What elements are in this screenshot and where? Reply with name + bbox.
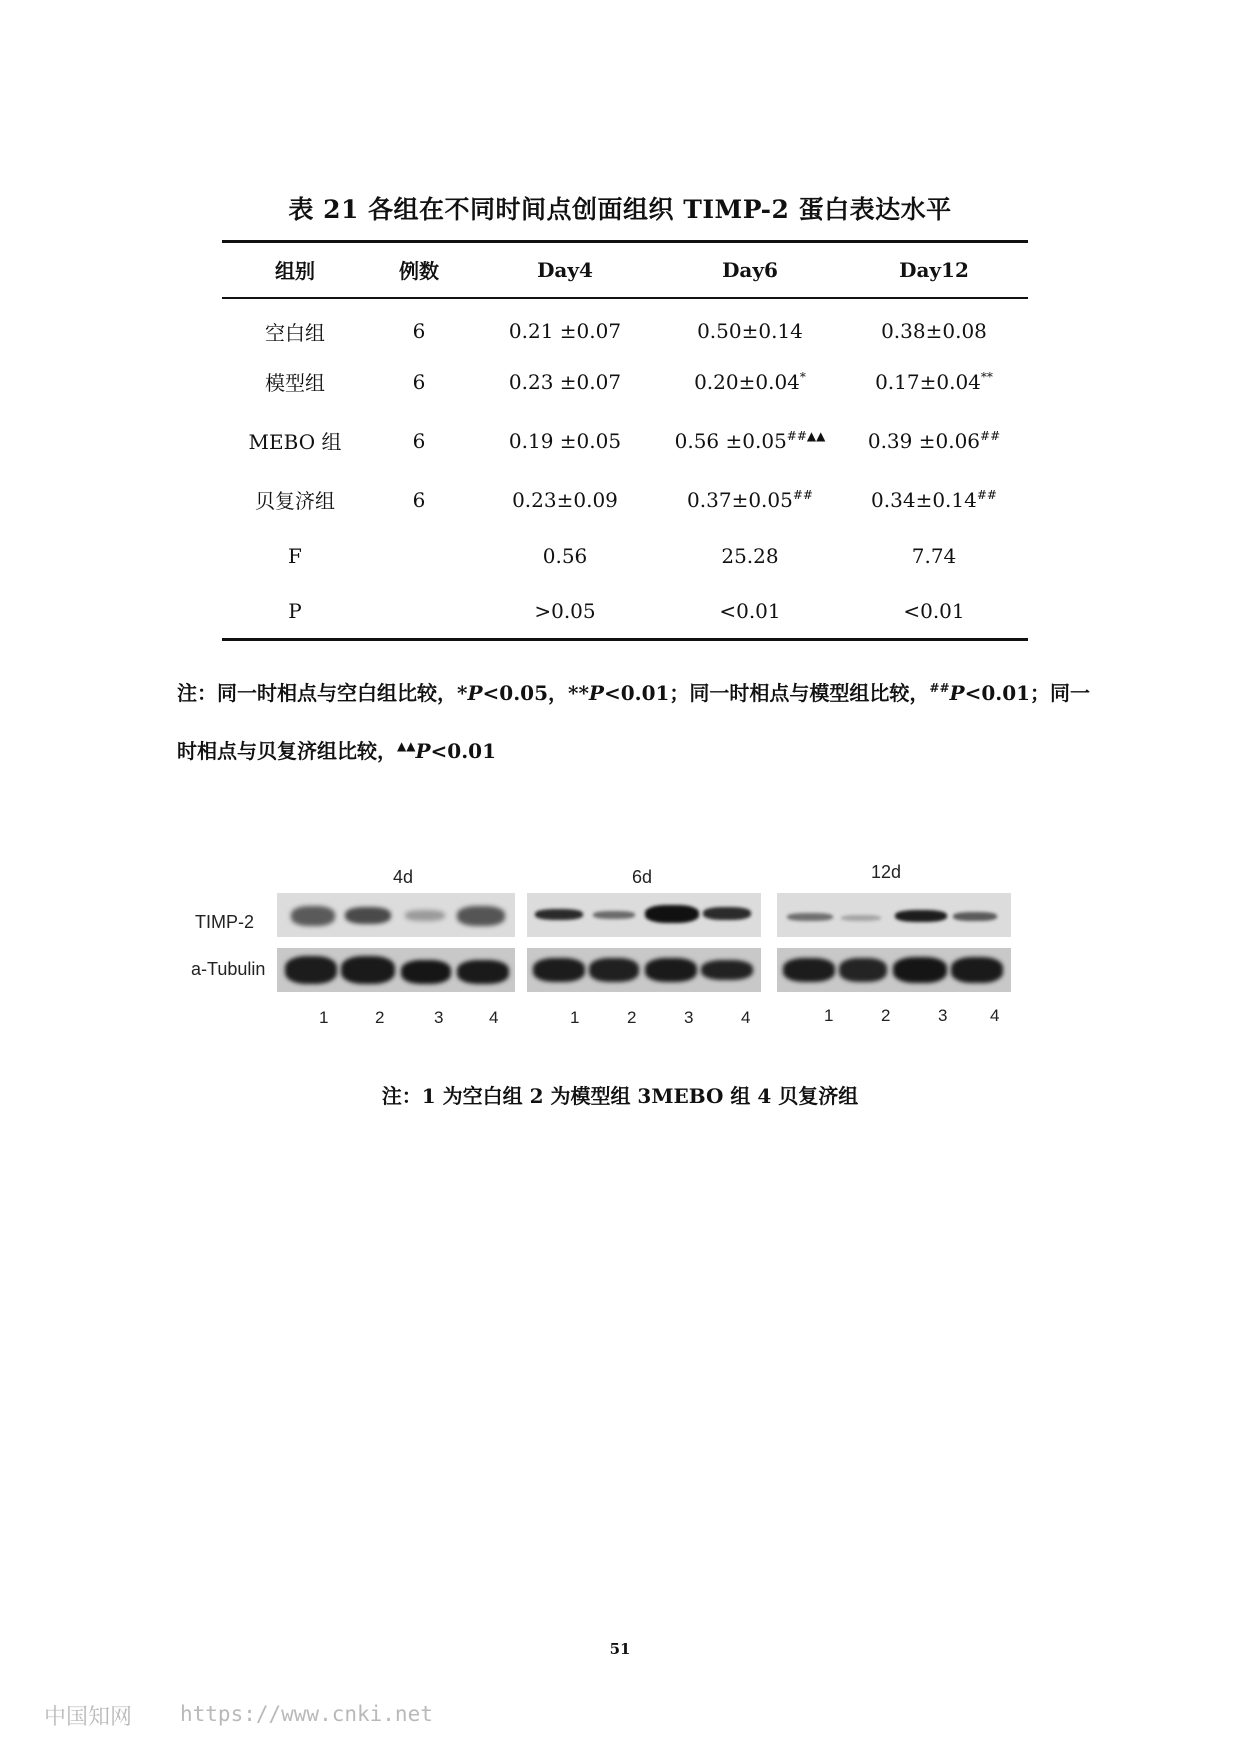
watermark-site-name: 中国知网 [44,1705,133,1730]
group-cell: F [288,543,302,568]
header-cell: 例数 [368,242,470,298]
header-cell: 组别 [222,242,368,298]
day12-cell: <0.01 [840,584,1028,640]
lane-number: 1 [824,1006,834,1025]
day12-cell: 7.74 [911,543,957,568]
table-row [222,528,1028,584]
day12-cell: 0.39 ±0.06## [867,428,1001,453]
table-row [222,472,1028,528]
lane-number: 3 [684,1008,694,1027]
blot-band [953,912,997,921]
table-header-row [222,242,1028,298]
day6-cell: 25.28 [721,543,779,568]
table-row [222,298,1028,354]
lane-number: 4 [990,1006,1000,1025]
table-row [222,410,1028,472]
blot-band [701,960,753,980]
table-row [222,584,1028,640]
day4-cell: 0.23 ±0.07 [508,369,622,394]
tubulin-panel-4d [277,948,515,992]
day6-cell: 0.50±0.14 [697,319,803,343]
lane-number: 2 [627,1008,637,1027]
blot-band [703,907,751,920]
lane-number: 1 [570,1008,580,1027]
blot-band [405,910,445,921]
day-label: 12d [871,862,902,882]
header-cell: Day12 [840,242,1028,298]
blot-band [645,958,697,982]
blot-band [341,956,395,984]
day6-cell: 0.56 ±0.05##▲▲ [674,428,826,453]
n-cell [368,528,470,584]
blot-band [535,909,583,920]
table-title: 表 21 各组在不同时间点创面组织 TIMP-2 蛋白表达水平 [288,195,952,224]
n-cell: 6 [412,428,426,453]
blot-band [841,915,881,921]
page-number: 51 [609,1640,631,1658]
data-table [222,240,1028,641]
table-row [222,354,1028,410]
blot-band [401,960,451,984]
group-cell: 模型组 [265,371,325,395]
figure-note: 注：1 为空白组 2 为模型组 3MEBO 组 4 贝复济组 [381,1084,859,1108]
lane-number: 2 [881,1006,891,1025]
lane-number: 2 [375,1008,385,1027]
day6-cell: 0.20±0.04* [694,369,806,394]
blot-band [895,910,947,922]
tubulin-panel-6d [527,948,761,992]
day12-cell: 0.38±0.08 [881,319,987,343]
row-label-timp2: TIMP-2 [195,912,255,932]
n-cell: 6 [412,369,426,394]
blot-band [457,906,505,926]
n-cell: 6 [412,487,426,512]
n-cell [368,584,470,640]
lane-number: 1 [319,1008,329,1027]
blot-band [533,958,585,982]
blot-band [787,913,833,921]
day6-cell: 0.37±0.05## [687,487,813,512]
group-cell: MEBO 组 [248,430,342,454]
header-cell: Day6 [660,242,840,298]
blot-band [589,958,639,982]
n-cell: 6 [412,319,426,343]
day4-cell: 0.23±0.09 [512,487,618,512]
blot-band [783,958,835,982]
day12-cell: 0.34±0.14## [871,487,997,512]
timp2-panel-12d [777,893,1011,937]
day6-cell: <0.01 [660,584,840,640]
group-cell: 空白组 [265,320,325,345]
tubulin-panel-12d [777,948,1011,992]
day4-cell: >0.05 [470,584,660,640]
timp2-panel-4d [277,893,515,937]
blot-band [593,911,635,919]
blot-band [645,905,699,923]
lane-number: 3 [938,1006,948,1025]
day4-cell: 0.19 ±0.05 [508,428,622,453]
day4-cell: 0.21 ±0.07 [508,319,622,343]
group-cell: 贝复济组 [255,489,335,513]
day4-cell: 0.56 [542,543,588,568]
day12-cell: 0.17±0.04** [875,369,993,394]
blot-band [291,906,335,926]
group-cell: P [222,584,368,640]
watermark-url: https://www.cnki.net [180,1702,433,1726]
blot-band [839,958,887,982]
blot-band [951,957,1003,983]
lane-number: 4 [741,1008,751,1027]
blot-band [457,960,509,984]
day-label: 6d [632,867,653,887]
timp2-panel-6d [527,893,761,937]
western-blot-figure [180,860,1060,1040]
lane-number: 4 [489,1008,499,1027]
blot-band [893,957,947,983]
table-note: 注：同一时相点与空白组比较，*P<0.05，**P<0.01；同一时相点与模型组比较，##P<0.01；同一 时相点与贝复济组比较，▲▲P<0.01 [177,681,1091,763]
row-label-tubulin: a-Tubulin [191,959,266,979]
day-label: 4d [393,867,414,887]
lane-number: 3 [434,1008,444,1027]
blot-band [345,907,391,924]
header-cell: Day4 [470,242,660,298]
blot-band [285,956,337,984]
